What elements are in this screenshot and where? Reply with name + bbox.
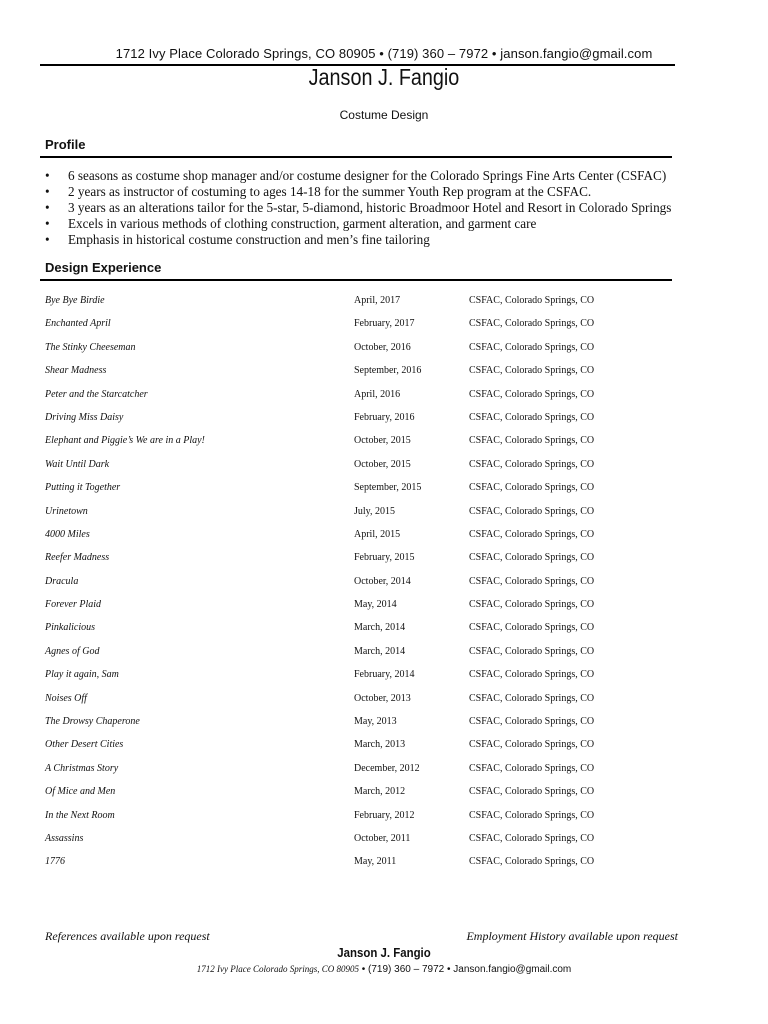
production-venue: CSFAC, Colorado Springs, CO — [469, 505, 595, 517]
bullet-icon: • — [45, 216, 50, 231]
production-date: April, 2016 — [354, 388, 401, 400]
production-title: Bye Bye Birdie — [45, 295, 105, 306]
profile-item — [45, 168, 685, 184]
footer-contact — [0, 964, 768, 975]
production-venue: CSFAC, Colorado Springs, CO — [469, 482, 595, 494]
production-date: February, 2017 — [354, 318, 415, 330]
production-title: A Christmas Story — [45, 762, 119, 774]
production-date: December, 2012 — [354, 762, 420, 774]
production-title: Urinetown — [45, 505, 88, 517]
production-date: May, 2014 — [354, 599, 397, 611]
production-title: Wait Until Dark — [45, 458, 110, 470]
production-venue: CSFAC, Colorado Springs, CO — [469, 318, 595, 330]
production-date: May, 2011 — [354, 856, 397, 868]
production-date: October, 2014 — [354, 575, 411, 587]
production-venue: CSFAC, Colorado Springs, CO — [469, 365, 595, 377]
table-row — [45, 828, 685, 851]
production-date: October, 2015 — [354, 435, 411, 447]
production-venue: CSFAC, Colorado Springs, CO — [469, 341, 595, 353]
production-title: Putting it Together — [45, 482, 121, 494]
production-venue: CSFAC, Colorado Springs, CO — [469, 295, 595, 306]
production-venue: CSFAC, Colorado Springs, CO — [469, 762, 595, 774]
production-date: March, 2014 — [354, 645, 406, 657]
table-row — [45, 594, 685, 617]
profile-item — [45, 200, 685, 216]
production-title: Noises Off — [45, 692, 87, 704]
production-title: Play it again, Sam — [45, 669, 119, 681]
bullet-icon: • — [45, 232, 50, 247]
production-date: February, 2012 — [354, 809, 415, 821]
production-title: Other Desert Cities — [45, 739, 124, 751]
production-venue: CSFAC, Colorado Springs, CO — [469, 575, 595, 587]
production-venue: CSFAC, Colorado Springs, CO — [469, 832, 595, 844]
production-date: April, 2015 — [354, 528, 401, 540]
table-row — [45, 805, 685, 828]
table-row — [45, 734, 685, 757]
production-date: March, 2014 — [354, 622, 406, 634]
production-date: March, 2012 — [354, 786, 406, 798]
production-date: May, 2013 — [354, 716, 397, 728]
table-row — [45, 571, 685, 594]
experience-table — [45, 290, 685, 875]
profile-item — [45, 184, 685, 200]
bullet-icon: • — [45, 168, 50, 183]
production-venue: CSFAC, Colorado Springs, CO — [469, 552, 595, 564]
production-venue: CSFAC, Colorado Springs, CO — [469, 599, 595, 611]
production-title: Pinkalicious — [45, 622, 95, 634]
production-venue: CSFAC, Colorado Springs, CO — [469, 786, 595, 798]
header-contact-line: 1712 Ivy Place Colorado Springs, CO 80905 • (719) 360 – 7972 • janson.fangio@gmail.com — [115, 46, 653, 61]
production-title: Of Mice and Men — [45, 786, 116, 798]
production-date: October, 2013 — [354, 692, 411, 704]
table-row — [45, 430, 685, 453]
table-row — [45, 384, 685, 407]
table-row — [45, 407, 685, 430]
production-venue: CSFAC, Colorado Springs, CO — [469, 856, 595, 868]
production-title: Assassins — [45, 832, 84, 844]
resume-subtitle: Costume Design — [339, 108, 429, 122]
table-row — [45, 617, 685, 640]
production-venue: CSFAC, Colorado Springs, CO — [469, 739, 595, 751]
profile-item-text: Emphasis in historical costume construction and men’s fine tailoring — [68, 232, 430, 247]
profile-item-text: Excels in various methods of clothing construction, garment alteration, and garment care — [68, 216, 537, 231]
production-date: September, 2016 — [354, 365, 422, 377]
production-date: September, 2015 — [354, 482, 422, 494]
footer-name: Janson J. Fangio — [337, 945, 431, 960]
table-row — [45, 313, 685, 336]
production-venue: CSFAC, Colorado Springs, CO — [469, 388, 595, 400]
table-row — [45, 454, 685, 477]
production-title: Elephant and Piggie’s We are in a Play! — [45, 435, 205, 447]
profile-item — [45, 216, 685, 232]
production-venue: CSFAC, Colorado Springs, CO — [469, 528, 595, 540]
production-date: February, 2015 — [354, 552, 415, 564]
table-row — [45, 851, 685, 874]
table-row — [45, 641, 685, 664]
table-row — [45, 711, 685, 734]
profile-item — [45, 232, 685, 248]
production-title: Forever Plaid — [45, 599, 102, 611]
production-title: 4000 Miles — [45, 528, 90, 540]
footer-address: 1712 Ivy Place Colorado Springs, CO 80905 — [196, 964, 359, 974]
footer-contact-rest: • (719) 360 – 7972 • Janson.fangio@gmail.com — [358, 964, 572, 975]
production-title: Driving Miss Daisy — [45, 411, 124, 423]
production-venue: CSFAC, Colorado Springs, CO — [469, 669, 595, 681]
production-title: Dracula — [45, 575, 79, 587]
references-note: References available upon request — [45, 929, 210, 943]
production-date: October, 2016 — [354, 341, 411, 353]
profile-item-text: 3 years as an alterations tailor for the 5-star, 5-diamond, historic Broadmoor Hotel and Resort in Colorado Springs — [68, 200, 672, 215]
production-date: February, 2016 — [354, 411, 415, 423]
production-date: October, 2011 — [354, 832, 411, 844]
production-venue: CSFAC, Colorado Springs, CO — [469, 458, 595, 470]
table-row — [45, 360, 685, 383]
production-date: October, 2015 — [354, 458, 411, 470]
employment-note: Employment History available upon request — [466, 929, 678, 943]
table-row — [45, 688, 685, 711]
table-row — [45, 547, 685, 570]
experience-divider — [40, 279, 672, 281]
production-title: 1776 — [45, 856, 65, 868]
production-title: Peter and the Starcatcher — [45, 388, 148, 400]
profile-item-text: 6 seasons as costume shop manager and/or costume designer for the Colorado Springs Fine Arts Center (CSFAC) — [68, 168, 667, 183]
production-title: In the Next Room — [45, 809, 115, 821]
table-row — [45, 337, 685, 360]
profile-divider — [40, 156, 672, 158]
table-row — [45, 501, 685, 524]
production-date: March, 2013 — [354, 739, 406, 751]
production-date: April, 2017 — [354, 295, 401, 306]
production-title: Shear Madness — [45, 365, 107, 377]
production-venue: CSFAC, Colorado Springs, CO — [469, 692, 595, 704]
resume-name: Janson J. Fangio — [308, 64, 460, 90]
profile-heading: Profile — [45, 137, 86, 152]
production-date: July, 2015 — [354, 505, 396, 517]
production-venue: CSFAC, Colorado Springs, CO — [469, 435, 595, 447]
profile-item-text: 2 years as instructor of costuming to ages 14-18 for the summer Youth Rep program at the CSFAC. — [68, 184, 592, 199]
bullet-icon: • — [45, 184, 50, 199]
experience-heading: Design Experience — [45, 260, 162, 275]
profile-list — [45, 168, 685, 248]
production-venue: CSFAC, Colorado Springs, CO — [469, 716, 595, 728]
table-row — [45, 781, 685, 804]
production-venue: CSFAC, Colorado Springs, CO — [469, 622, 595, 634]
table-row — [45, 524, 685, 547]
table-row — [45, 664, 685, 687]
production-title: The Stinky Cheeseman — [45, 341, 136, 353]
production-title: Enchanted April — [45, 318, 111, 330]
production-title: Agnes of God — [45, 645, 100, 657]
production-venue: CSFAC, Colorado Springs, CO — [469, 411, 595, 423]
table-row — [45, 290, 685, 313]
bullet-icon: • — [45, 200, 50, 215]
production-venue: CSFAC, Colorado Springs, CO — [469, 809, 595, 821]
table-row — [45, 477, 685, 500]
production-venue: CSFAC, Colorado Springs, CO — [469, 645, 595, 657]
table-row — [45, 758, 685, 781]
production-title: Reefer Madness — [45, 552, 110, 564]
production-date: February, 2014 — [354, 669, 415, 681]
production-title: The Drowsy Chaperone — [45, 716, 140, 728]
